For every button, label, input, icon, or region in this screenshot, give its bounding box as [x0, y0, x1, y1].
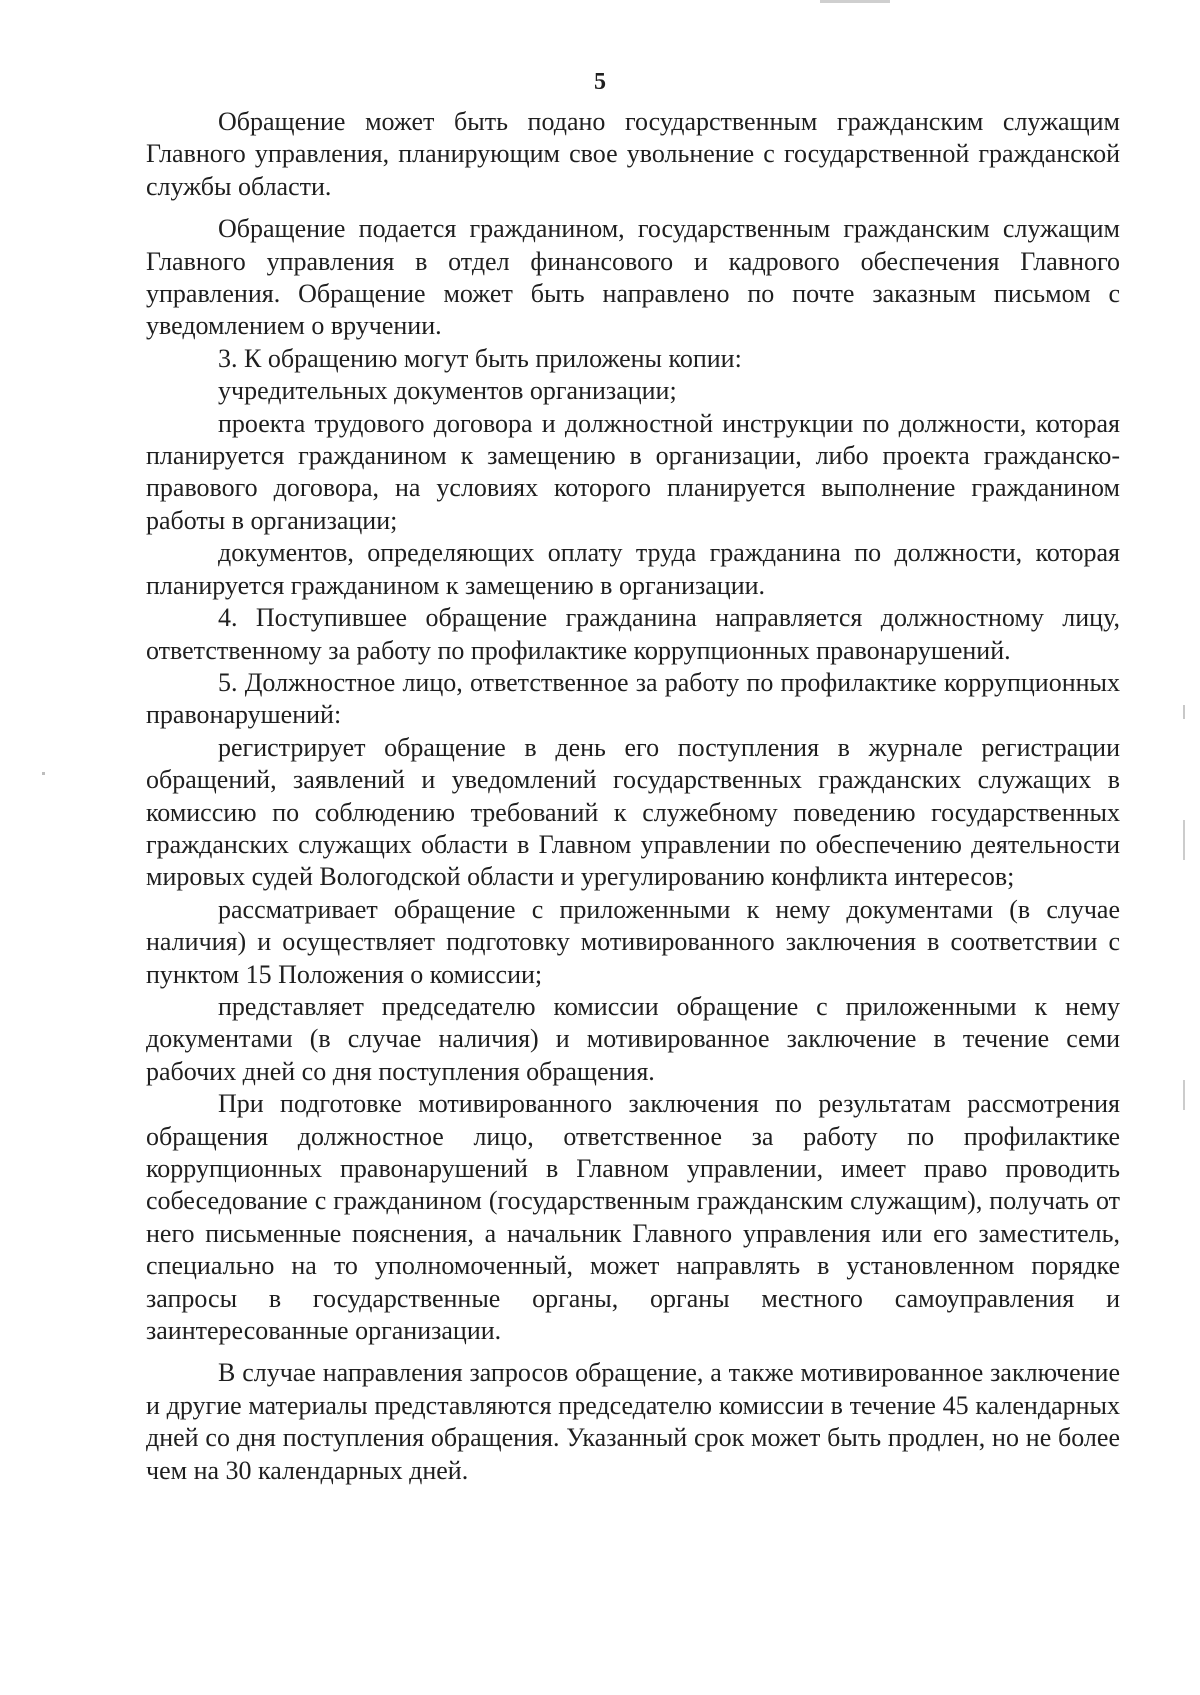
paragraph-6: документов, определяющих оплату труда гражданина по должности, которая планируется гражданином к замещению в организации. [146, 538, 1120, 600]
paragraph-11: представляет председателю комиссии обращение с приложенными к нему документами (в случае наличия) и мотивированное заключение в течение семи рабочих дней со дня поступления обращения. [146, 991, 1120, 1086]
paragraph-3: 3. К обращению могут быть приложены копии: [218, 343, 742, 373]
scan-artifact-right-3 [1183, 1080, 1185, 1110]
paragraph-12: При подготовке мотивированного заключения по результатам рассмотрения обращения должностное лицо, ответственное за работу по профилактике коррупционных правонарушений в Главном управлении, имеет право проводить собеседование с гражданином (государственным гражданским служащим), получать от него письменные пояснения, а начальник Главного управления или его заместитель, специально на то уполномоченный, может направлять в установленном порядке запросы в государственные органы, органы местного самоуправления и заинтересованные организации. [146, 1089, 1120, 1346]
document-body [146, 106, 1120, 1487]
paragraph-5: проекта трудового договора и должностной инструкции по должности, которая планируется гражданином к замещению в организации, либо проекта гражданско-правового договора, на условиях которого планируется выполнение гражданином работы в организации; [146, 408, 1120, 535]
paragraph-2: Обращение подается гражданином, государственным гражданским служащим Главного управления в отдел финансового и кадрового обеспечения Главного управления. Обращение может быть направлено по почте заказным письмом с уведомлением о вручении. [146, 214, 1120, 341]
paragraph-7: 4. Поступившее обращение гражданина направляется должностному лицу, ответственному за работу по профилактике коррупционных правонарушений. [146, 603, 1120, 665]
scan-artifact-right-1 [1183, 705, 1185, 719]
paragraph-13: В случае направления запросов обращение, а также мотивированное заключение и другие материалы представляются председателю комиссии в течение 45 календарных дней со дня поступления обращения. Указанный срок может быть продлен, но не более чем на 30 календарных дней. [146, 1358, 1120, 1485]
scan-artifact-right-2 [1183, 820, 1185, 860]
page-number: 5 [594, 69, 606, 95]
paragraph-9: регистрирует обращение в день его поступления в журнале регистрации обращений, заявлений и уведомлений государственных гражданских служащих в комиссию по соблюдению требований к служебному поведению государственных гражданских служащих области в Главном управлении по обеспечению деятельности мировых судей Вологодской области и урегулированию конфликта интересов; [146, 732, 1120, 892]
scan-artifact-left-dot [42, 772, 45, 775]
paragraph-4: учредительных документов организации; [218, 376, 677, 406]
paragraph-10: рассматривает обращение с приложенными к нему документами (в случае наличия) и осуществляет подготовку мотивированного заключения в соответствии с пунктом 15 Положения о комиссии; [146, 894, 1120, 989]
paragraph-8: 5. Должностное лицо, ответственное за работу по профилактике коррупционных правонарушений: [146, 667, 1120, 730]
paragraph-1: Обращение может быть подано государственным гражданским служащим Главного управления, планирующим свое увольнение с государственной гражданской службы области. [146, 107, 1120, 201]
scan-artifact-top [820, 0, 890, 3]
